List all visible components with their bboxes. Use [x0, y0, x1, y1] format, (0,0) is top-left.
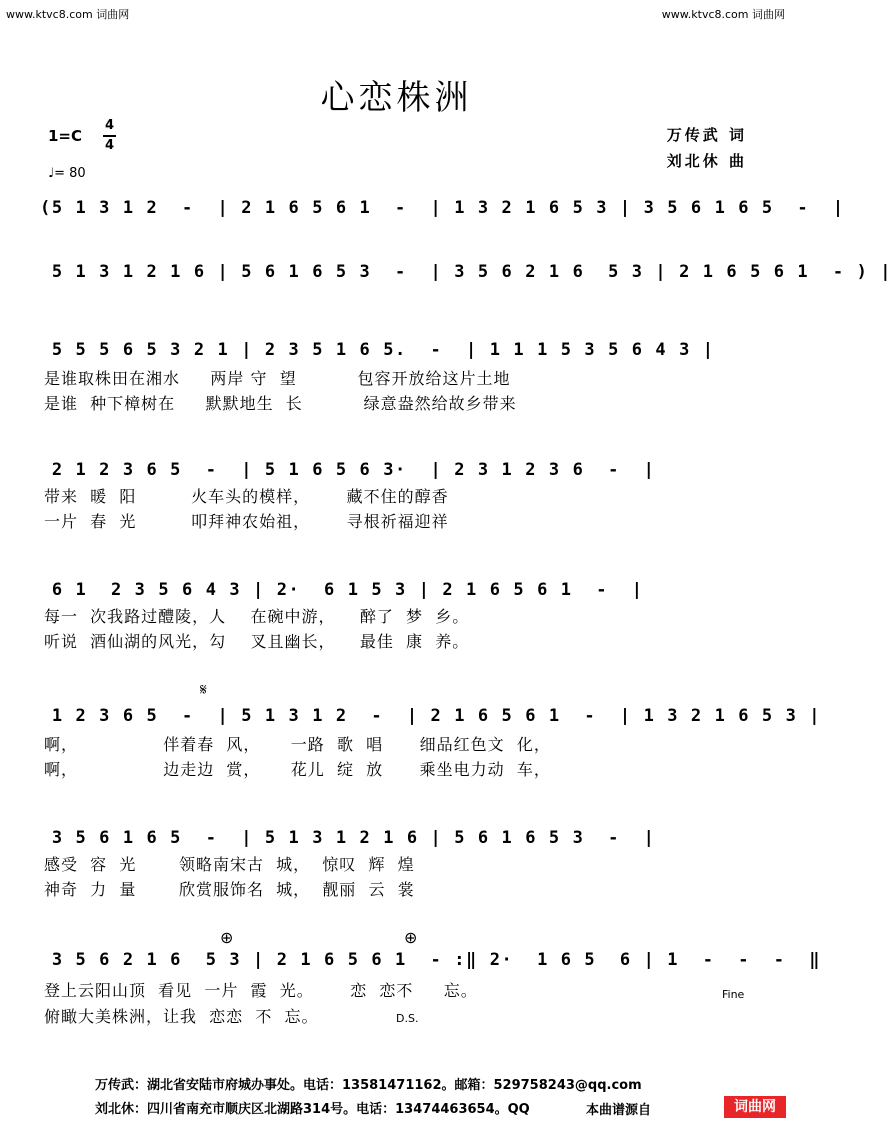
- notation-line-3: 5 5 5 6 5 3 2 1 | 2 3 5 1 6 5. - | 1 1 1 5 3 5 6 4 3 |: [40, 340, 715, 360]
- meter-bottom: 4: [104, 138, 115, 153]
- footer-source-text: 本曲谱源自: [586, 1103, 652, 1118]
- lyric-line-5-verse2: 听说 酒仙湖的风光，勾 叉且幽长， 最佳 康 养。: [44, 632, 470, 651]
- tempo-mark: ♩= 80: [48, 166, 86, 181]
- lyric-line-3-verse2: 是谁 种下樟树在 默默地生 长 绿意盎然给故乡带来: [44, 394, 517, 413]
- meter-top: 4: [104, 118, 115, 133]
- lyric-line-6-verse2: 啊， 边走边 赏， 花儿 绽 放 乘坐电力动 车，: [44, 760, 551, 779]
- lyric-line-8-verse2: 俯瞰大美株洲，让我 恋恋 不 忘。: [44, 1007, 319, 1026]
- footer-lyricist-contact: 万传武：湖北省安陆市府城办事处。电话：13581471162。邮箱：529758243@qq.com: [95, 1078, 642, 1093]
- lyric-line-3-verse1: 是谁取株田在湘水 两岸 守 望 包容开放给这片土地: [44, 369, 511, 388]
- song-title: 心恋株洲: [320, 78, 473, 118]
- coda-icon-1: ⊕: [220, 928, 234, 947]
- meter-bar: [103, 135, 116, 137]
- lyricist-credit: 万传武 词: [666, 126, 747, 144]
- lyric-line-5-verse1: 每一 次我路过醴陵，人 在碗中游， 醉了 梦 乡。: [44, 607, 470, 626]
- segno-icon: 𝄋: [200, 680, 207, 699]
- notation-line-5: 6 1 2 3 5 6 4 3 | 2· 6 1 5 3 | 2 1 6 5 6 1 - |: [40, 580, 644, 600]
- lyric-line-6-verse1: 啊， 伴着春 风， 一路 歌 唱 细品红色文 化，: [44, 735, 551, 754]
- lyric-line-7-verse2: 神奇 力 量 欣赏服饰名 城， 靓丽 云 裳: [44, 880, 415, 899]
- fine-mark: Fine: [722, 988, 745, 1001]
- coda-icon-2: ⊕: [404, 928, 418, 947]
- lyric-line-7-verse1: 感受 容 光 领略南宋古 城， 惊叹 辉 煌: [44, 855, 415, 874]
- notation-line-6: 1 2 3 6 5 - | 5 1 3 1 2 - | 2 1 6 5 6 1 - | 1 3 2 1 6 5 3 |: [40, 706, 822, 726]
- site-logo: 词曲网: [724, 1096, 786, 1118]
- notation-line-2: 5 1 3 1 2 1 6 | 5 6 1 6 5 3 - | 3 5 6 2 1 6 5 3 | 2 1 6 5 6 1 - ) |: [40, 262, 892, 282]
- composer-credit: 刘北休 曲: [666, 152, 747, 170]
- footer-composer-contact: 刘北休：四川省南充市顺庆区北湖路314号。电话：13474463654。QQ: [95, 1102, 530, 1117]
- lyric-line-4-verse2: 一片 春 光 叩拜神农始祖， 寻根祈福迎祥: [44, 512, 449, 531]
- lyric-line-8-verse1: 登上云阳山顶 看见 一片 霞 光。 恋 恋不 忘。: [44, 981, 478, 1000]
- lyric-line-4-verse1: 带来 暖 阳 火车头的模样， 藏不住的醇香: [44, 487, 449, 506]
- time-signature: [103, 118, 116, 154]
- notation-line-8: 3 5 6 2 1 6 5 3 | 2 1 6 5 6 1 - :‖ 2· 1 6 5 6 | 1 - - - ‖: [40, 950, 822, 970]
- site-watermark-right: www.ktvc8.com 词曲网: [661, 8, 785, 21]
- key-signature: 1=C: [48, 127, 83, 145]
- notation-line-4: 2 1 2 3 6 5 - | 5 1 6 5 6 3· | 2 3 1 2 3 6 - |: [40, 460, 656, 480]
- ds-mark: D.S.: [396, 1012, 419, 1025]
- notation-line-7: 3 5 6 1 6 5 - | 5 1 3 1 2 1 6 | 5 6 1 6 5 3 - |: [40, 828, 656, 848]
- site-watermark-left: www.ktvc8.com 词曲网: [6, 8, 130, 21]
- notation-line-1: (5 1 3 1 2 - | 2 1 6 5 6 1 - | 1 3 2 1 6 5 3 | 3 5 6 1 6 5 - |: [40, 198, 845, 218]
